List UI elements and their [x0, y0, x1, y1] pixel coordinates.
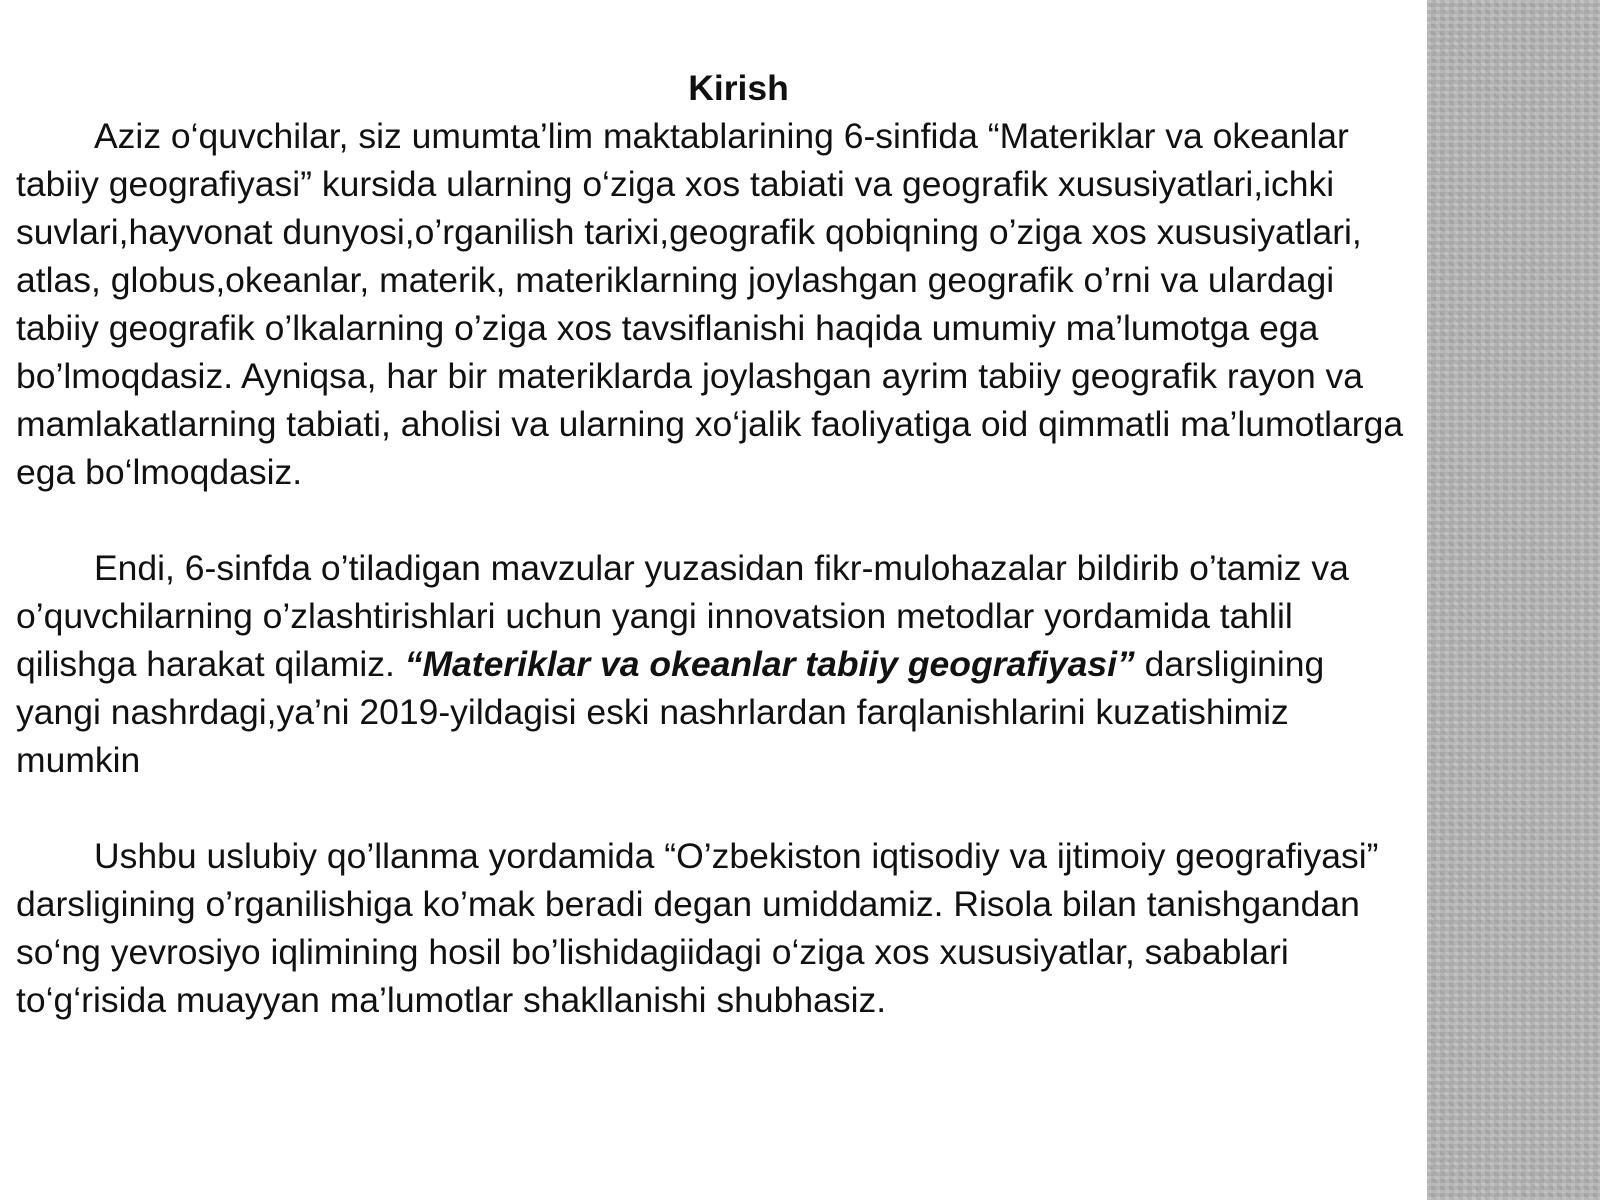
paragraph-spacer [16, 784, 1406, 832]
side-texture-panel [1427, 0, 1600, 1200]
paragraph-spacer [16, 496, 1406, 544]
paragraph-methods-text: Endi, 6-sinfda o’tiladigan mavzular yuzasidan fikr-mulohazalar bildirib o’tamiz va o’quvchilarning o’zlashtirishlari uchun yangi innovatsion metodlar yordamida tahlil qilishga harakat qilamiz. [16, 548, 1349, 684]
paragraph-methods [16, 544, 1406, 784]
document-body [16, 64, 1406, 1024]
paragraph-methods-tail: darsligining yangi nashrdagi,ya’ni 2019-yildagisi eski nashrlardan farqlanishlarini kuzatishimiz mumkin [16, 644, 1325, 780]
document-title: Kirish [688, 68, 789, 108]
paragraph-conclusion: Ushbu uslubiy qo’llanma yordamida “O’zbekiston iqtisodiy va ijtimoiy geografiyasi” darsligining o’rganilishiga ko’mak beradi degan umiddamiz. Risola bilan tanishgandan so‘ng yevrosiyo iqlimining hosil bo’lishidagiidagi o‘ziga xos xususiyatlar, sabablari to‘g‘risida muayyan ma’lumotlar shakllanishi shubhasiz. [16, 836, 1379, 1020]
paragraph-intro: Aziz o‘quvchilar, siz umumta’lim maktablarining 6-sinfida “Materiklar va okeanlar tabiiy geografiyasi” kursida ularning o‘ziga xos tabiati va geografik xususiyatlari,ichki suvlari,hayvonat dunyosi,o’rganilish tarixi,geografik qobiqning o’ziga xos xususiyatlari, atlas, globus,okeanlar, materik, materiklarning joylashgan geografik o’rni va ulardagi tabiiy geografik o’lkalarning o’ziga xos tavsiflanishi haqida umumiy ma’lumotga ega bo’lmoqdasiz. Ayniqsa, har bir materiklarda joylashgan ayrim tabiiy geografik rayon va mamlakatlarning tabiati, aholisi va ularning xo‘jalik faoliyatiga oid qimmatli ma’lumotlarga ega bo‘lmoqdasiz. [16, 116, 1404, 492]
textbook-title-emphasis: “Materiklar va okeanlar tabiiy geografiyasi” [404, 644, 1135, 684]
